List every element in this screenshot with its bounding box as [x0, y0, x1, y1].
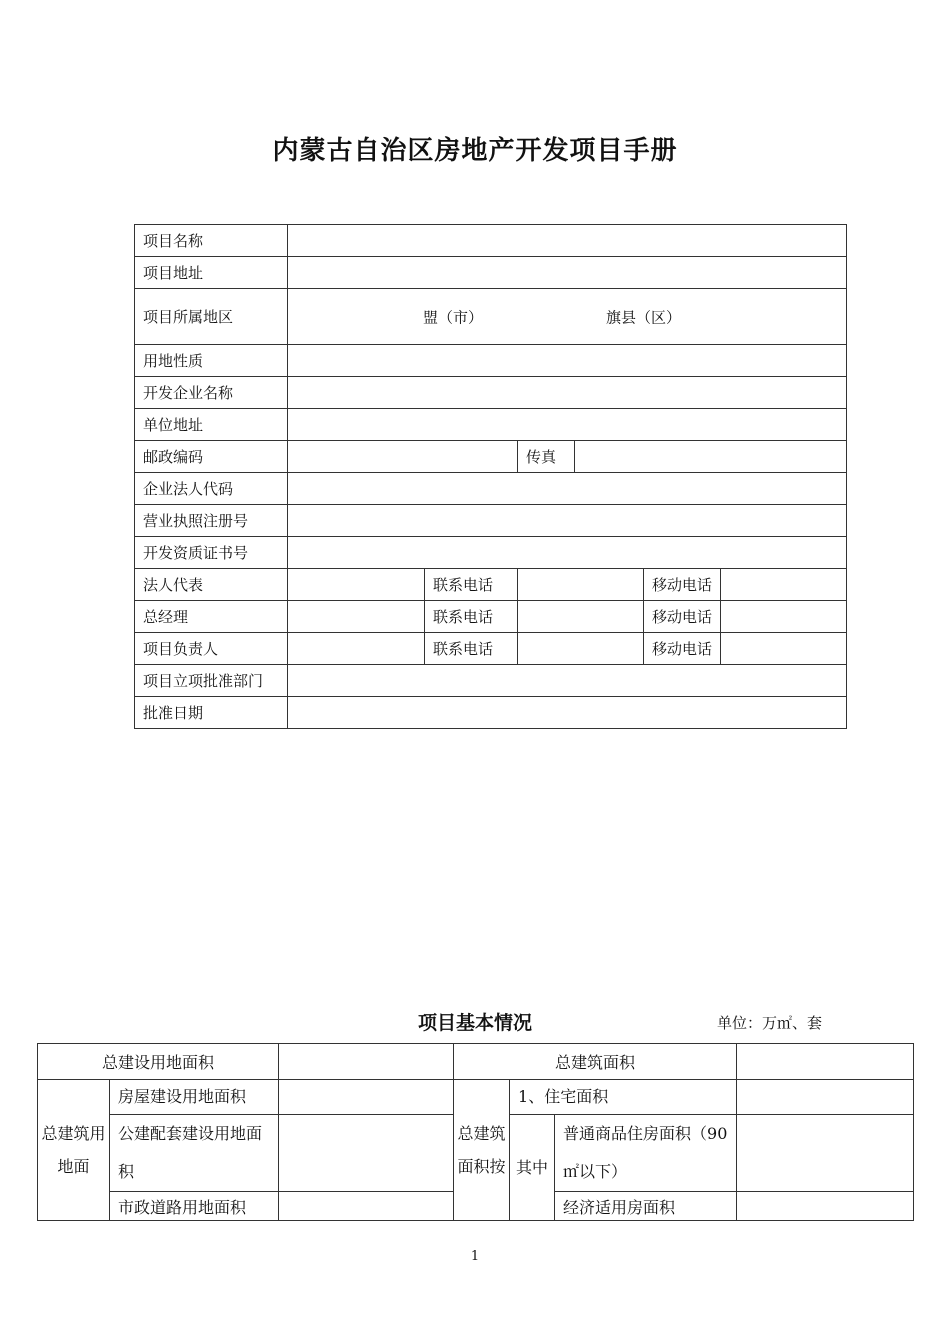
input-total-land-area[interactable]: [279, 1044, 454, 1080]
input-lead-phone[interactable]: [518, 633, 644, 665]
unit-label: 单位：万㎡、套: [717, 1014, 823, 1032]
label-project-region: 项目所属地区: [135, 289, 288, 345]
input-approval-dept[interactable]: [288, 665, 847, 697]
input-developer-name[interactable]: [288, 377, 847, 409]
label-business-license: 营业执照注册号: [135, 505, 288, 537]
label-approval-dept: 项目立项批准部门: [135, 665, 288, 697]
label-land-group: 总建筑用地面: [38, 1080, 110, 1221]
label-road-land-area: 市政道路用地面积: [110, 1192, 279, 1221]
label-land-use: 用地性质: [135, 345, 288, 377]
project-basics-table: [37, 1043, 914, 1221]
input-residential-area[interactable]: [737, 1080, 914, 1115]
input-legal-rep-mobile[interactable]: [721, 569, 847, 601]
input-project-lead[interactable]: [288, 633, 425, 665]
project-info-table: [134, 224, 847, 729]
label-postal-code: 邮政编码: [135, 441, 288, 473]
banner-county-label: 旗县（区）: [606, 308, 682, 326]
input-project-region[interactable]: [288, 289, 847, 345]
label-project-lead: 项目负责人: [135, 633, 288, 665]
label-contact-phone: 联系电话: [425, 633, 518, 665]
input-project-address[interactable]: [288, 257, 847, 289]
label-residential-area: 1、住宅面积: [510, 1080, 737, 1115]
page-number: 1: [470, 1249, 480, 1264]
document-title: 内蒙古自治区房地产开发项目手册: [272, 136, 678, 166]
label-mobile-phone: 移动电话: [644, 569, 721, 601]
label-legal-rep: 法人代表: [135, 569, 288, 601]
input-postal-code[interactable]: [288, 441, 518, 473]
input-road-land-area[interactable]: [279, 1192, 454, 1221]
label-affordable-housing: 经济适用房面积: [555, 1192, 737, 1221]
label-legal-code: 企业法人代码: [135, 473, 288, 505]
input-total-floor-area[interactable]: [737, 1044, 914, 1080]
label-ordinary-housing: 普通商品住房面积（90㎡以下）: [555, 1115, 737, 1192]
input-project-name[interactable]: [288, 225, 847, 257]
input-legal-rep-phone[interactable]: [518, 569, 644, 601]
label-general-manager: 总经理: [135, 601, 288, 633]
label-project-name: 项目名称: [135, 225, 288, 257]
input-lead-mobile[interactable]: [721, 633, 847, 665]
input-gm-phone[interactable]: [518, 601, 644, 633]
label-developer-name: 开发企业名称: [135, 377, 288, 409]
label-project-address: 项目地址: [135, 257, 288, 289]
input-legal-rep[interactable]: [288, 569, 425, 601]
label-total-floor-area: 总建筑面积: [454, 1044, 737, 1080]
label-qualification-cert: 开发资质证书号: [135, 537, 288, 569]
label-fax: 传真: [518, 441, 575, 473]
section-title: 项目基本情况: [417, 1012, 532, 1034]
label-public-land-area: 公建配套建设用地面积: [110, 1115, 279, 1192]
label-approval-date: 批准日期: [135, 697, 288, 729]
label-floor-group: 总建筑面积按: [454, 1080, 510, 1221]
league-city-label: 盟（市）: [423, 308, 484, 326]
label-company-address: 单位地址: [135, 409, 288, 441]
input-qualification-cert[interactable]: [288, 537, 847, 569]
input-business-license[interactable]: [288, 505, 847, 537]
label-among: 其中: [510, 1115, 555, 1221]
label-total-land-area: 总建设用地面积: [38, 1044, 279, 1080]
input-legal-code[interactable]: [288, 473, 847, 505]
input-gm-mobile[interactable]: [721, 601, 847, 633]
input-land-use[interactable]: [288, 345, 847, 377]
input-general-manager[interactable]: [288, 601, 425, 633]
label-contact-phone: 联系电话: [425, 601, 518, 633]
label-house-land-area: 房屋建设用地面积: [110, 1080, 279, 1115]
input-public-land-area[interactable]: [279, 1115, 454, 1192]
input-ordinary-housing[interactable]: [737, 1115, 914, 1192]
input-company-address[interactable]: [288, 409, 847, 441]
label-contact-phone: 联系电话: [425, 569, 518, 601]
input-affordable-housing[interactable]: [737, 1192, 914, 1221]
input-fax[interactable]: [575, 441, 847, 473]
input-house-land-area[interactable]: [279, 1080, 454, 1115]
label-mobile-phone: 移动电话: [644, 601, 721, 633]
input-approval-date[interactable]: [288, 697, 847, 729]
label-mobile-phone: 移动电话: [644, 633, 721, 665]
